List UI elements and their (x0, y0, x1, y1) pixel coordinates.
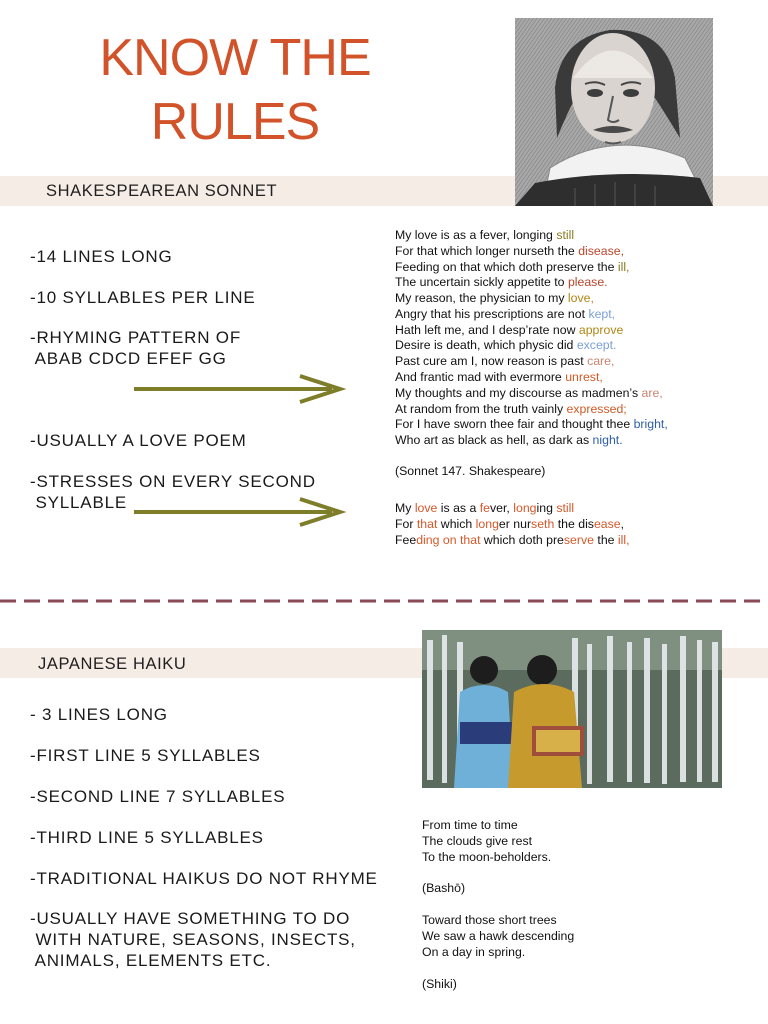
stress-line: Feeding on that which doth preserve the ill, (395, 533, 630, 547)
haiku-credit: (Shiki) (422, 977, 457, 991)
haiku-rule: -TRADITIONAL HAIKUS DO NOT RHYME (30, 869, 378, 888)
sonnet-rule: -STRESSES ON EVERY SECOND SYLLABLE (30, 472, 316, 512)
poem-line: The uncertain sickly appetite to please. (395, 275, 608, 289)
sonnet-rule: -RHYMING PATTERN OF ABAB CDCD EFEF GG (30, 328, 242, 368)
haiku-rule: - 3 LINES LONG (30, 705, 168, 724)
haiku-rule: -FIRST LINE 5 SYLLABLES (30, 746, 261, 765)
haiku-line: From time to time (422, 818, 518, 832)
stress-line: My love is as a fever, longing still (395, 501, 575, 515)
right-arrow-icon (132, 374, 347, 404)
poem-line: Who art as black as hell, as dark as night. (395, 433, 623, 447)
sonnet-rule: -USUALLY A LOVE POEM (30, 431, 247, 450)
haiku-line: Toward those short trees (422, 913, 557, 927)
haiku-rule: -THIRD LINE 5 SYLLABLES (30, 828, 264, 847)
poem-line: Feeding on that which doth preserve the ill, (395, 260, 630, 274)
haiku-heading: JAPANESE HAIKU (38, 655, 187, 673)
poem-citation: (Sonnet 147. Shakespeare) (395, 464, 546, 478)
sonnet-rule: -10 SYLLABLES PER LINE (30, 288, 256, 307)
section-divider (0, 597, 768, 605)
haiku-rule: -SECOND LINE 7 SYLLABLES (30, 787, 286, 806)
poem-line: My thoughts and my discourse as madmen’s are, (395, 386, 663, 400)
title-line-2: RULES (150, 93, 320, 151)
haiku-line: The clouds give rest (422, 834, 533, 848)
title-line-1: KNOW THE (99, 29, 371, 87)
shakespeare-portrait (515, 18, 713, 206)
haiku-line: On a day in spring. (422, 945, 526, 959)
haiku-line: To the moon-beholders. (422, 850, 552, 864)
sonnet-heading: SHAKESPEAREAN SONNET (46, 182, 278, 200)
haiku-line: We saw a hawk descending (422, 929, 575, 943)
stress-line: For that which longer nurseth the disease, (395, 517, 625, 531)
poem-line: For I have sworn thee fair and thought thee bright, (395, 417, 668, 431)
haiku-rule: -USUALLY HAVE SOMETHING TO DO WITH NATURE, SEASONS, INSECTS, ANIMALS, ELEMENTS ETC. (30, 909, 356, 970)
haiku-photo (422, 630, 722, 788)
poem-line: And frantic mad with evermore unrest, (395, 370, 603, 384)
poem-line: Angry that his prescriptions are not kept, (395, 307, 616, 321)
poem-line: For that which longer nurseth the disease, (395, 244, 624, 258)
sonnet-rule: -14 LINES LONG (30, 247, 173, 266)
poem-line: My reason, the physician to my love, (395, 291, 594, 305)
poem-line: My love is as a fever, longing still (395, 228, 575, 242)
poem-line: Desire is death, which physic did except. (395, 338, 617, 352)
poem-line: Past cure am I, now reason is past care, (395, 354, 615, 368)
right-arrow-icon (132, 497, 347, 527)
page-title (60, 26, 410, 154)
poem-line: Hath left me, and I desp’rate now approve (395, 323, 624, 337)
haiku-credit: (Bashō) (422, 881, 466, 895)
poem-line: At random from the truth vainly expressed; (395, 402, 627, 416)
